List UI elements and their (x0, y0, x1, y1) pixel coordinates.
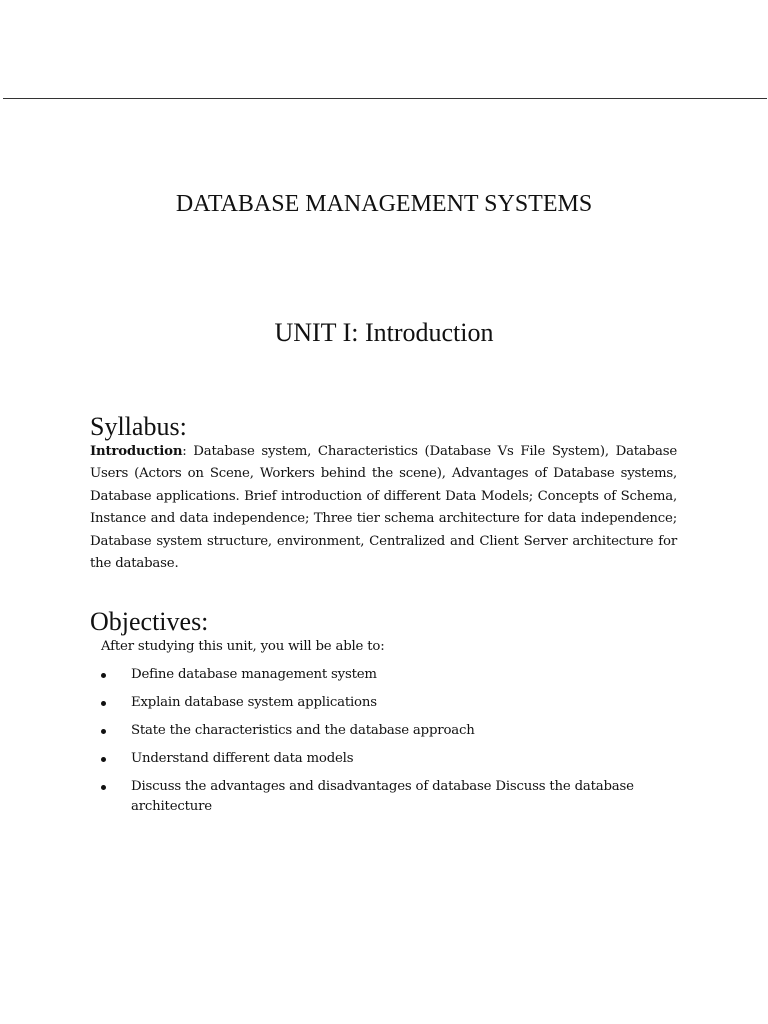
objectives-list (90, 665, 650, 825)
objective-item (90, 777, 650, 817)
syllabus-body: : Database system, Characteristics (Database Vs File System), Database Users (Actors on Scene, Workers behind the scene), Advantages of Database systems, Database applications. Brief introduction of different Data Models; Concepts of Schema, Instance and data independence; Three tier schema architecture for data independence; Database system structure, environment, Centralized and Client Server architecture for the database. (90, 444, 677, 572)
objective-item (90, 721, 650, 741)
unit-title: UNIT I: Introduction (274, 318, 494, 347)
objective-text: Understand different data models (131, 751, 354, 766)
bullet-icon (101, 701, 106, 706)
bullet-icon (101, 757, 106, 762)
objectives-heading: Objectives: (90, 607, 209, 636)
bullet-icon (101, 673, 106, 678)
objectives-intro: After studying this unit, you will be able to: (101, 639, 385, 654)
objective-item (90, 693, 650, 713)
header-rule (3, 98, 767, 99)
document-title: DATABASE MANAGEMENT SYSTEMS (175, 191, 593, 217)
syllabus-lead: Introduction (90, 444, 183, 459)
bullet-icon (101, 785, 106, 790)
objective-item (90, 749, 650, 769)
syllabus-paragraph (90, 441, 677, 575)
bullet-icon (101, 729, 106, 734)
objective-text: State the characteristics and the database approach (131, 723, 475, 738)
objective-text: Discuss the advantages and disadvantages of database Discuss the database architecture (131, 779, 634, 814)
objective-item (90, 665, 650, 685)
syllabus-heading: Syllabus: (90, 412, 187, 441)
objective-text: Define database management system (131, 667, 377, 682)
objective-text: Explain database system applications (131, 695, 377, 710)
